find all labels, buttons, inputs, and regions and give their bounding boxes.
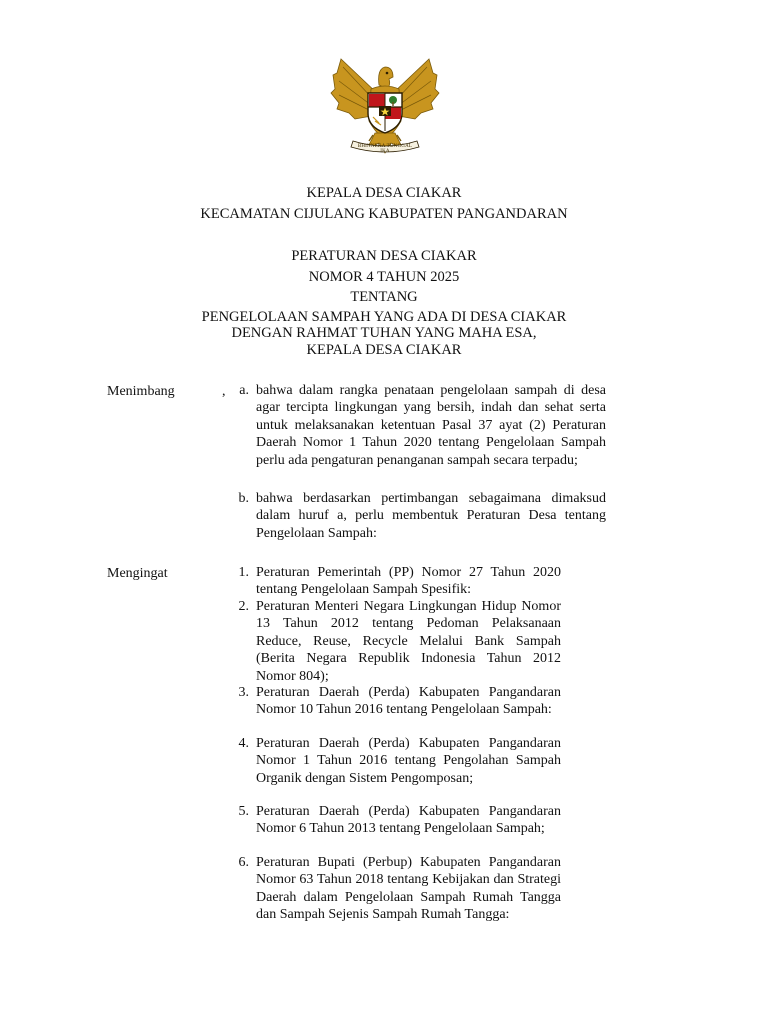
item-marker: 2. <box>238 599 249 614</box>
item-text: bahwa berdasarkan pertimbangan sebagaimana dimaksud dalam huruf a, perlu membentuk Peraturan Desa tentang Pengelolaan Sampah: <box>256 491 606 541</box>
regulation-about: TENTANG <box>350 289 418 305</box>
item-text: Peraturan Pemerintah (PP) Nomor 27 Tahun 2020 tentang Pengelolaan Sampah Spesifik: <box>256 565 561 598</box>
item-marker: 5. <box>238 804 249 819</box>
item-text: bahwa dalam rangka penataan pengelolaan sampah di desa agar tercipta lingkungan yang bersih, indah dan sehat serta untuk melaksanakan ketentuan Pasal 37 ayat (2) Peraturan Daerah Nomor 1 Tahun 2020 tentang Pengelolaan Sampah perlu ada pengaturan penanganan sampah secara terpadu; <box>256 383 606 468</box>
item-marker: a. <box>239 383 249 398</box>
header-line-1: KEPALA DESA CIAKAR <box>306 185 462 201</box>
regulation-subject: PENGELOLAAN SAMPAH YANG ADA DI DESA CIAKAR <box>201 309 567 325</box>
item-text: Peraturan Daerah (Perda) Kabupaten Pangandaran Nomor 1 Tahun 2016 tentang Pengolahan Sampah Organik dengan Sistem Pengomposan; <box>256 736 561 786</box>
item-marker: 4. <box>238 736 249 751</box>
regulation-number: NOMOR 4 TAHUN 2025 <box>308 269 460 285</box>
regulation-title: PERATURAN DESA CIAKAR <box>291 248 477 264</box>
mengingat-label: Mengingat <box>107 566 168 581</box>
issuer-line: KEPALA DESA CIAKAR <box>306 342 462 358</box>
item-marker: b. <box>238 491 249 506</box>
item-text: Peraturan Daerah (Perda) Kabupaten Pangandaran Nomor 10 Tahun 2016 tentang Pengelolaan Sampah: <box>256 685 561 718</box>
item-text: Peraturan Daerah (Perda) Kabupaten Pangandaran Nomor 6 Tahun 2013 tentang Pengelolaan Sampah; <box>256 804 561 837</box>
item-text: Peraturan Bupati (Perbup) Kabupaten Pangandaran Nomor 63 Tahun 2018 tentang Kebijakan dan Strategi Daerah dalam Pengelolaan Sampah Rumah Tangga dan Sampah Sejenis Sampah Rumah Tangga: <box>256 855 561 923</box>
emblem-motto: BHINNEKA TUNGGAL IKA <box>357 144 413 154</box>
item-text: Peraturan Menteri Negara Lingkungan Hidup Nomor 13 Tahun 2012 tentang Pedoman Pelaksanaan Reduce, Reuse, Recycle Melalui Bank Sampah (Berita Negara Republik Indonesia Tahun 2012 Nomor 804); <box>256 599 561 684</box>
item-marker: 6. <box>238 855 249 870</box>
header-line-2: KECAMATAN CIJULANG KABUPATEN PANGANDARAN <box>200 206 568 222</box>
item-marker: 1. <box>238 565 249 580</box>
menimbang-label: Menimbang <box>107 384 175 399</box>
garuda-pancasila-emblem <box>327 55 443 159</box>
item-marker: 3. <box>238 685 249 700</box>
blessing-line: DENGAN RAHMAT TUHAN YANG MAHA ESA, <box>231 325 537 341</box>
menimbang-separator: , <box>222 384 226 399</box>
